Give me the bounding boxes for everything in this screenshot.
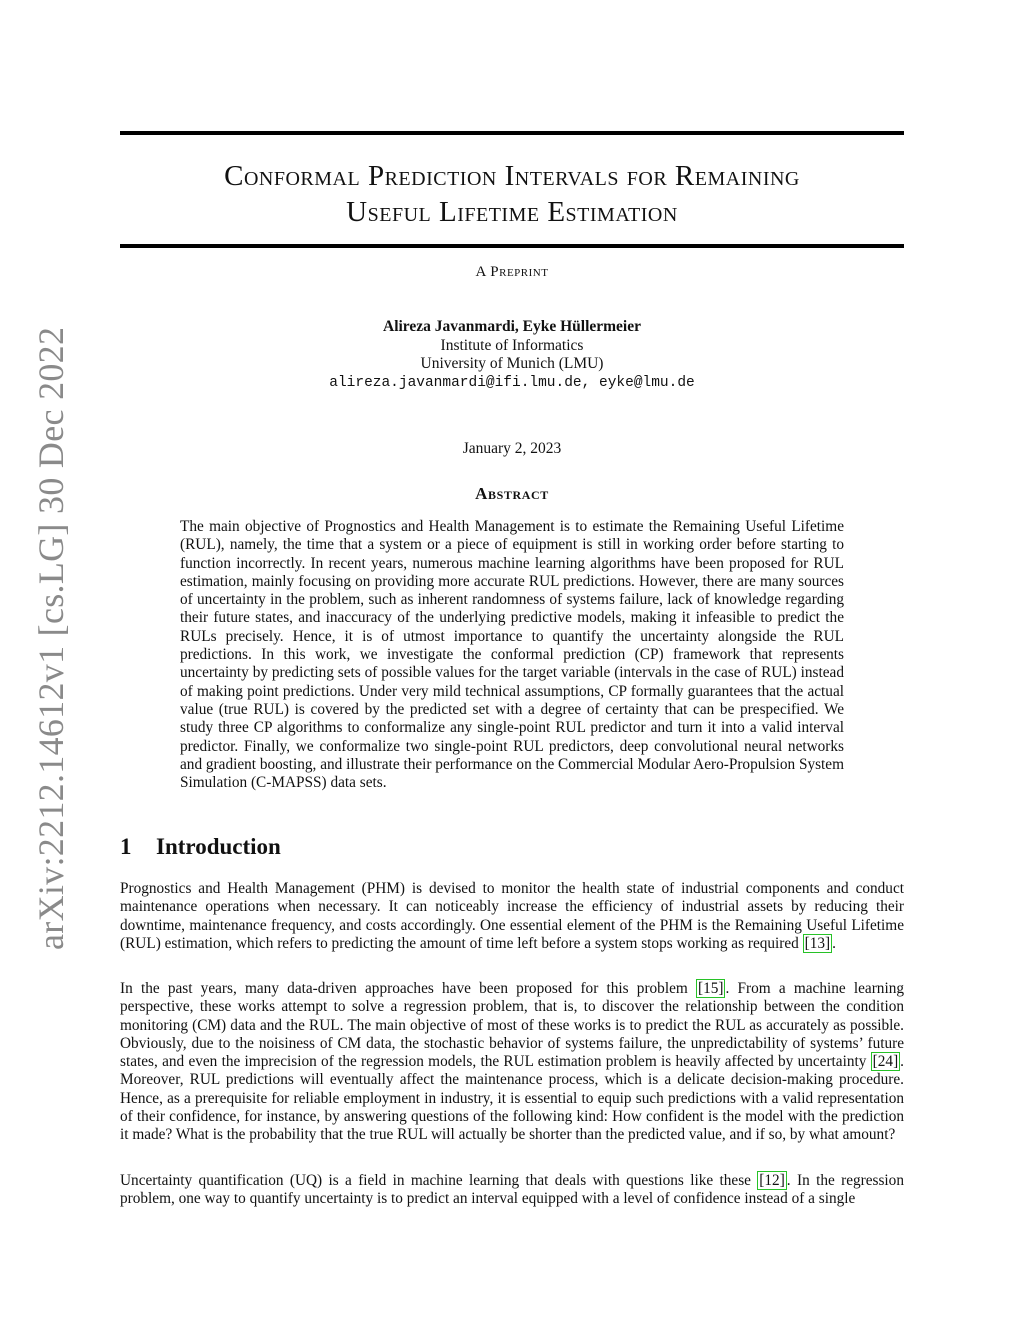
citation-link[interactable]: [13] xyxy=(804,934,831,952)
title-rule-top xyxy=(120,131,904,135)
paper-date: January 2, 2023 xyxy=(462,440,562,457)
intro-paragraph-3 xyxy=(120,1172,904,1209)
intro-paragraph-2 xyxy=(120,980,904,1145)
section-number: 1 xyxy=(120,834,132,859)
affiliation-university: University of Munich (LMU) xyxy=(420,355,604,372)
paragraph-text: Prognostics and Health Management (PHM) is devised to monitor the health state of industrial components and conduct maintenance operations when necessary. It can noticeably increase the efficiency of industrial assets by reducing their downtime, maintenance frequency, and costs accordingly. One essential element of the PHM is the Remaining Useful Lifetime (RUL) estimation, which refers to predicting the amount of time left before a system stops working as required xyxy=(120,880,904,952)
intro-paragraph-1 xyxy=(120,880,904,953)
author-emails: alireza.javanmardi@ifi.lmu.de, eyke@lmu.de xyxy=(329,374,695,391)
paragraph-text: . xyxy=(832,934,836,952)
author-block xyxy=(120,318,904,392)
title-line-2: Useful Lifetime Estimation xyxy=(346,196,678,228)
section-title: Introduction xyxy=(156,834,281,859)
citation-link[interactable]: [24] xyxy=(872,1053,899,1071)
title-rule-bottom xyxy=(120,244,904,248)
author-names: Alireza Javanmardi, Eyke Hüllermeier xyxy=(383,318,641,335)
paragraph-text: . In the regression problem, one way to quantify uncertainty is to predict an interval equipped with a level of confidence instead of a single xyxy=(120,1172,904,1208)
abstract-text: The main objective of Prognostics and Health Management is to estimate the Remaining Useful Lifetime (RUL), namely, the time that a system or a piece of equipment is still in working order before starting to function incorrectly. In recent years, numerous machine learning algorithms have been proposed for RUL estimation, mainly focusing on providing more accurate RUL predictions. However, there are many sources of uncertainty in the problem, such as inherent randomness of systems failure, lack of knowledge regarding their future states, and inaccuracy of the underlying predictive models, making it infeasible to predict the RULs precisely. Hence, it is of utmost importance to quantify the uncertainty alongside the RUL predictions. In this work, we investigate the conformal prediction (CP) framework that represents uncertainty by predicting sets of possible values for the target variable (intervals in the case of RUL) instead of making point predictions. Under very mild technical assumptions, CP formally guarantees that the actual value (true RUL) is covered by the predicted set with a degree of certainty that can be prespecified. We study three CP algorithms to conformalize any single-point RUL predictor and turn it into a valid interval predictor. Finally, we conformalize two single-point RUL predictors, deep convolutional neural networks and gradient boosting, and illustrate their performance on the Commercial Modular Aero-Propulsion System Simulation (C-MAPSS) data sets. xyxy=(180,518,844,792)
title-line-1: Conformal Prediction Intervals for Remaining xyxy=(224,160,800,192)
citation-link[interactable]: [15] xyxy=(697,980,724,997)
paragraph-text: . From a machine learning perspective, these works attempt to solve a regression problem, that is, to discover the relationship between the condition monitoring (CM) data and the RUL. The main objective of most of these works is to predict the RUL as accurately as possible. Obviously, due to the noisiness of CM data, the stochastic behavior of systems failure, the unpredictability of systems’ future states, and even the imprecision of the regression models, the RUL estimation problem is heavily affected by uncertainty xyxy=(120,980,904,1071)
affiliation-institute: Institute of Informatics xyxy=(440,336,584,354)
section-heading-introduction xyxy=(120,834,904,860)
abstract-heading: Abstract xyxy=(475,484,549,503)
paper-title xyxy=(120,158,904,230)
citation-link[interactable]: [12] xyxy=(759,1172,785,1189)
paragraph-text: Uncertainty quantification (UQ) is a field in machine learning that deals with questions like these xyxy=(120,1172,758,1189)
preprint-label: A Preprint xyxy=(475,264,549,280)
arxiv-stamp: arXiv:2212.14612v1 [cs.LG] 30 Dec 2022 xyxy=(31,326,71,950)
paragraph-text: . Moreover, RUL predictions will eventually affect the maintenance process, which is a delicate decision-making procedure. Hence, as a prerequisite for reliable employment in industry, it is essential to equip such predictions with a valid representation of their confidence, for instance, by answering questions of the following kind: How confident is the model with the prediction it made? What is the probability that the true RUL will actually be shorter than the predicted value, and if so, by what amount? xyxy=(120,1053,904,1144)
paragraph-text: In the past years, many data-driven approaches have been proposed for this problem xyxy=(120,980,696,997)
